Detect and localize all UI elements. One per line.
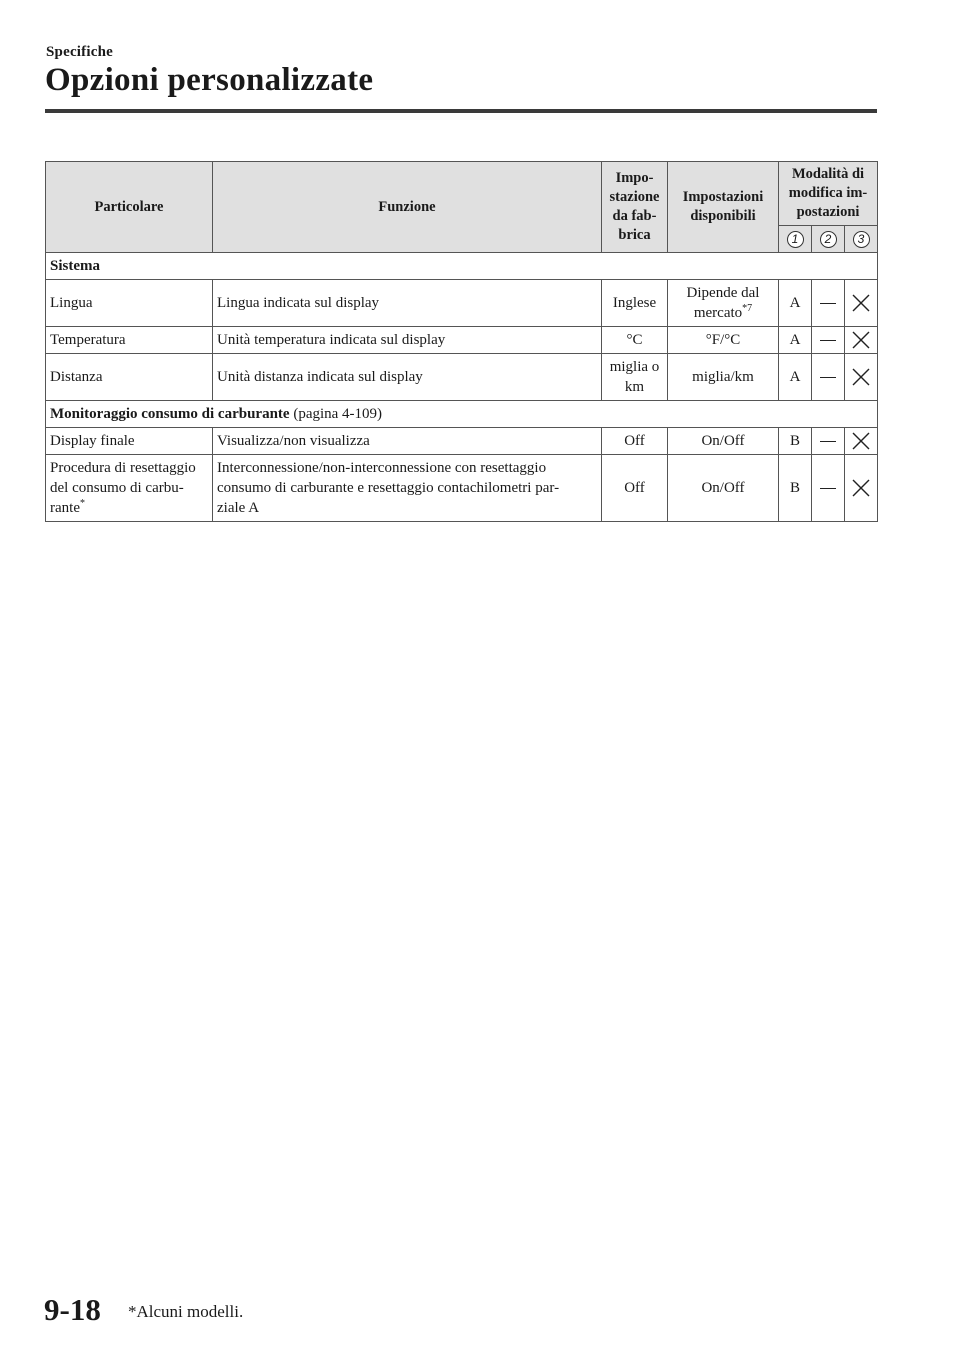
default-value: °C <box>626 332 643 348</box>
available-value: °F/°C <box>705 332 741 348</box>
mode-1-value: B <box>789 480 800 496</box>
mode-3-cell <box>845 354 878 401</box>
available-cell <box>668 428 779 455</box>
item-label: Distanza <box>50 369 103 385</box>
group-page-ref: (pagina 4-109) <box>293 406 383 422</box>
table-body <box>46 253 878 522</box>
default-value: Inglese <box>612 295 657 311</box>
cross-icon <box>851 478 871 498</box>
dash-icon <box>820 377 836 379</box>
available-cell <box>668 327 779 354</box>
item-label: Procedura di resettaggio del consumo di carbu- rante <box>50 460 196 516</box>
mode-1-value: A <box>789 369 801 385</box>
dash-icon <box>820 303 836 305</box>
mode-1-value: A <box>789 295 801 311</box>
function-cell <box>213 455 602 522</box>
function-cell <box>213 354 602 401</box>
mode-2-cell <box>812 455 845 522</box>
default-cell <box>602 455 668 522</box>
group-title-cell <box>46 253 878 280</box>
available-value: miglia/km <box>692 369 754 385</box>
mode-3-header <box>845 226 878 253</box>
circled-number-icon: 2 <box>820 231 837 248</box>
table-row <box>46 280 878 327</box>
available-value: On/Off <box>701 433 745 449</box>
available-cell <box>668 354 779 401</box>
table-row <box>46 327 878 354</box>
mode-1-cell <box>779 428 812 455</box>
cross-icon <box>851 431 871 451</box>
mode-3-cell <box>845 428 878 455</box>
column-header-available: Impostazioni disponibili <box>668 162 779 253</box>
default-value: miglia o km <box>609 359 660 395</box>
default-value: Off <box>624 480 645 496</box>
column-header-mode: Modalità di modifica im- postazioni <box>779 162 878 226</box>
page-title: Opzioni personalizzate <box>45 62 374 98</box>
function-text: Unità temperatura indicata sul display <box>217 332 446 348</box>
function-cell <box>213 280 602 327</box>
dash-icon <box>820 441 836 443</box>
item-label: Display finale <box>50 433 135 449</box>
default-cell <box>602 280 668 327</box>
cross-icon <box>851 367 871 387</box>
dash-icon <box>820 488 836 490</box>
circled-number-icon: 1 <box>787 231 804 248</box>
function-text: Unità distanza indicata sul display <box>217 369 423 385</box>
default-cell <box>602 428 668 455</box>
page-number: 9-18 <box>44 1292 101 1327</box>
available-value: On/Off <box>701 480 745 496</box>
mode-1-cell <box>779 327 812 354</box>
column-header-function: Funzione <box>213 162 602 253</box>
mode-2-cell <box>812 327 845 354</box>
function-cell <box>213 428 602 455</box>
table-row <box>46 428 878 455</box>
default-cell <box>602 327 668 354</box>
item-cell <box>46 327 213 354</box>
table-header-row <box>46 162 878 226</box>
mode-1-header <box>779 226 812 253</box>
mode-2-header <box>812 226 845 253</box>
mode-1-cell <box>779 455 812 522</box>
function-text: Visualizza/non visualizza <box>217 433 370 449</box>
default-cell <box>602 354 668 401</box>
custom-options-table <box>45 161 878 522</box>
available-cell <box>668 455 779 522</box>
mode-1-cell <box>779 354 812 401</box>
table-group-row <box>46 401 878 428</box>
item-label: Lingua <box>50 295 93 311</box>
available-footnote-marker: *7 <box>742 303 753 314</box>
available-cell <box>668 280 779 327</box>
table-row <box>46 354 878 401</box>
default-value: Off <box>624 433 645 449</box>
item-cell <box>46 455 213 522</box>
item-cell <box>46 354 213 401</box>
mode-3-cell <box>845 455 878 522</box>
group-title: Sistema <box>50 258 100 274</box>
table-row <box>46 455 878 522</box>
column-header-item: Particolare <box>46 162 213 253</box>
circled-number-icon: 3 <box>853 231 870 248</box>
column-header-default: Impo- stazione da fab- brica <box>602 162 668 253</box>
function-cell <box>213 327 602 354</box>
footnote: *Alcuni modelli. <box>128 1302 244 1321</box>
item-label: Temperatura <box>50 332 126 348</box>
table-group-row <box>46 253 878 280</box>
item-footnote-marker: * <box>79 498 85 509</box>
mode-1-value: B <box>789 433 800 449</box>
section-label: Specifiche <box>46 44 113 60</box>
mode-3-cell <box>845 280 878 327</box>
cross-icon <box>851 293 871 313</box>
dash-icon <box>820 340 836 342</box>
mode-1-cell <box>779 280 812 327</box>
mode-3-cell <box>845 327 878 354</box>
item-cell <box>46 280 213 327</box>
cross-icon <box>851 330 871 350</box>
item-cell <box>46 428 213 455</box>
mode-2-cell <box>812 354 845 401</box>
mode-2-cell <box>812 280 845 327</box>
function-text: Interconnessione/non-interconnessione con resettaggio consumo di carburante e resettaggio contachilometri par- ziale A <box>217 460 560 516</box>
mode-2-cell <box>812 428 845 455</box>
available-value: Dipende dal mercato <box>686 285 760 321</box>
mode-1-value: A <box>789 332 801 348</box>
group-title: Monitoraggio consumo di carburante <box>50 406 290 422</box>
function-text: Lingua indicata sul display <box>217 295 380 311</box>
group-title-cell <box>46 401 878 428</box>
title-rule <box>45 109 877 113</box>
